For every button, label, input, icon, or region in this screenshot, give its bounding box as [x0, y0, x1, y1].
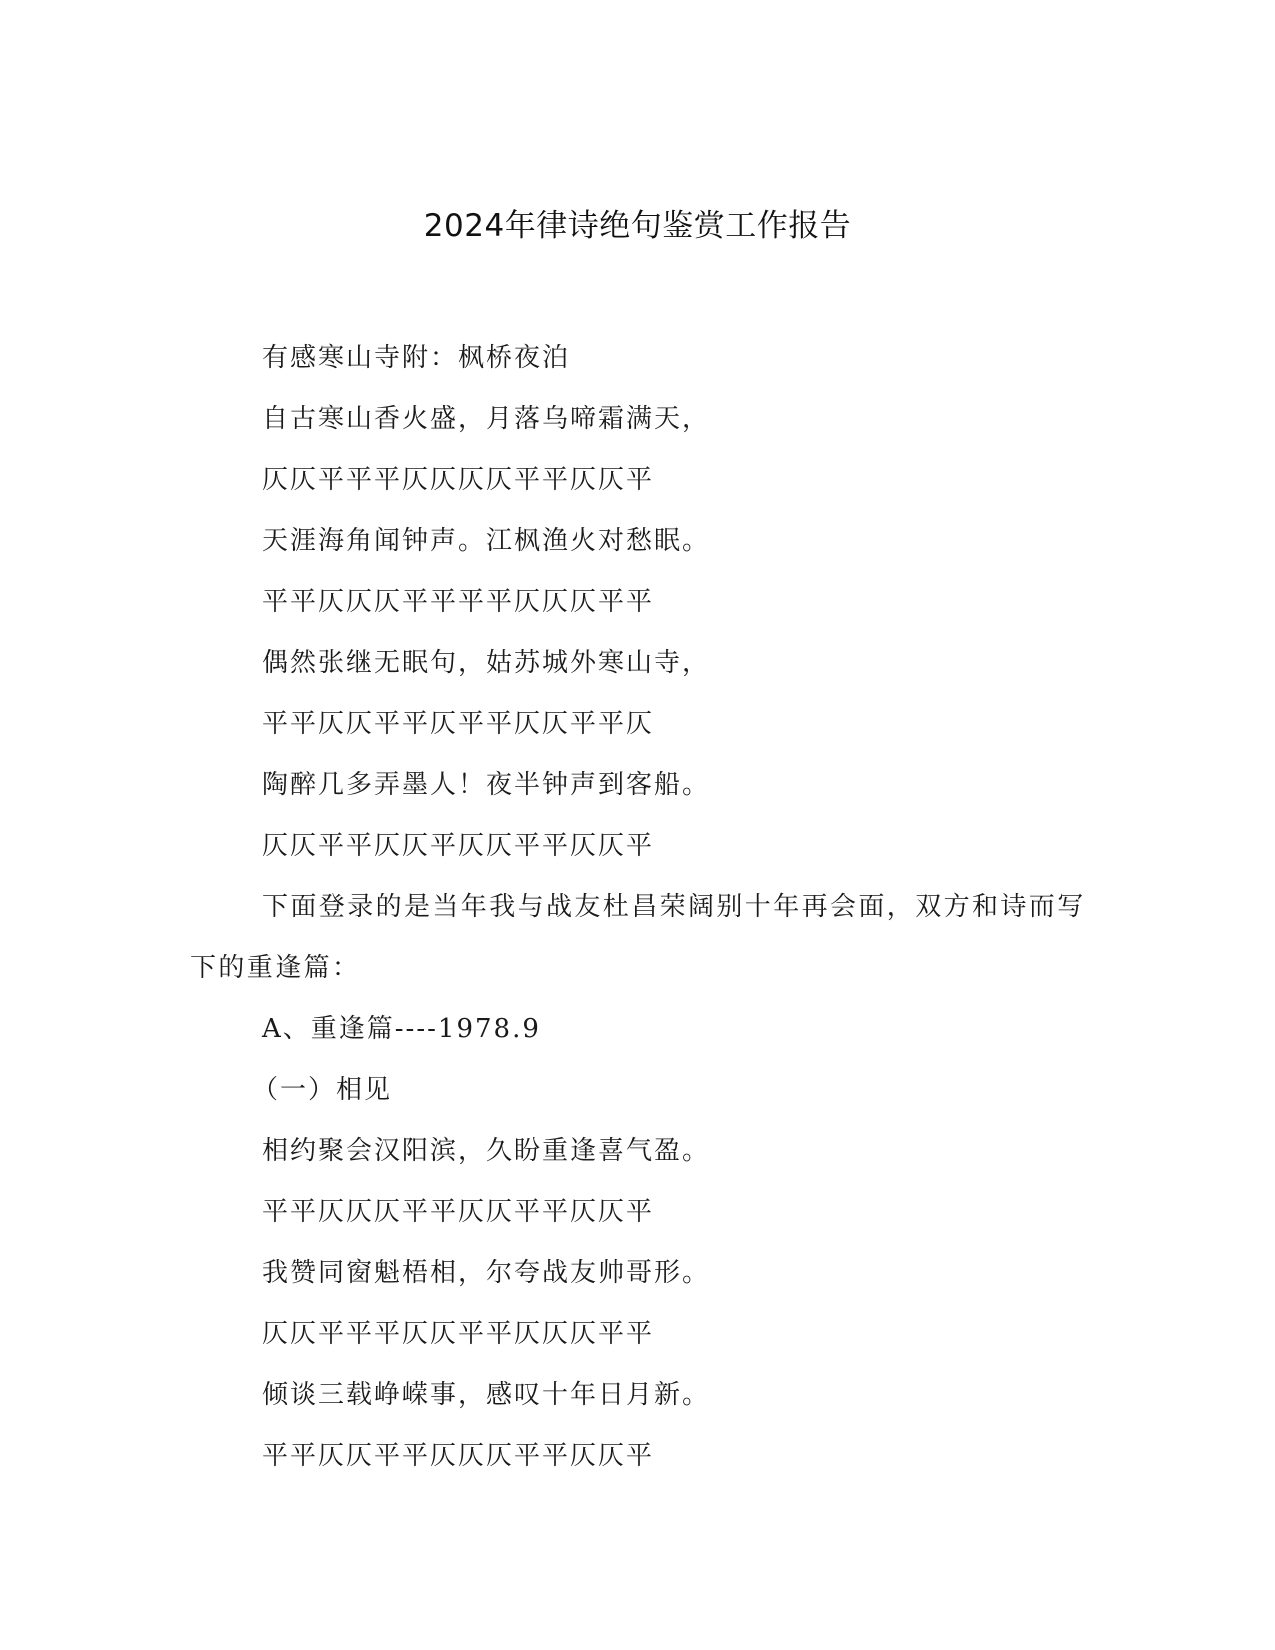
tone-pattern-line: 仄仄平平平仄仄仄仄平平仄仄平	[262, 465, 655, 495]
tone-pattern-line: 平平仄仄仄平平平平仄仄仄平平	[262, 587, 655, 617]
document-title: 2024年律诗绝句鉴赏工作报告	[423, 208, 852, 244]
poem-heading: 有感寒山寺附：枫桥夜泊	[262, 343, 571, 373]
tone-pattern-line: 仄仄平平平仄仄平平仄仄仄平平	[262, 1319, 655, 1349]
poem-line: 陶醉几多弄墨人！夜半钟声到客船。	[262, 770, 711, 800]
document-body	[190, 328, 1090, 1487]
tone-pattern-line: 平平仄仄平平仄仄仄平平仄仄平	[262, 1441, 655, 1471]
poem-line: 偶然张继无眠句，姑苏城外寒山寺，	[262, 648, 711, 678]
poem-line: 自古寒山香火盛，月落乌啼霜满天，	[262, 404, 711, 434]
tone-pattern-line: 平平仄仄仄平平仄仄平平仄仄平	[262, 1197, 655, 1227]
poem-line: 我赞同窗魁梧相，尔夸战友帅哥形。	[262, 1258, 711, 1288]
tone-pattern-line: 仄仄平平仄仄平仄仄平平仄仄平	[262, 831, 655, 861]
section-heading: A、重逢篇----1978.9	[262, 1014, 541, 1044]
poem-line: 倾谈三载峥嵘事，感叹十年日月新。	[262, 1380, 711, 1410]
poem-line: 天涯海角闻钟声。江枫渔火对愁眠。	[262, 526, 711, 556]
intro-paragraph: 下面登录的是当年我与战友杜昌荣阔别十年再会面，双方和诗而写下的重逢篇：	[190, 892, 1086, 983]
subsection-heading: （一）相见	[252, 1075, 393, 1105]
poem-line: 相约聚会汉阳滨，久盼重逢喜气盈。	[262, 1136, 711, 1166]
tone-pattern-line: 平平仄仄平平仄平平仄仄平平仄	[262, 709, 655, 739]
